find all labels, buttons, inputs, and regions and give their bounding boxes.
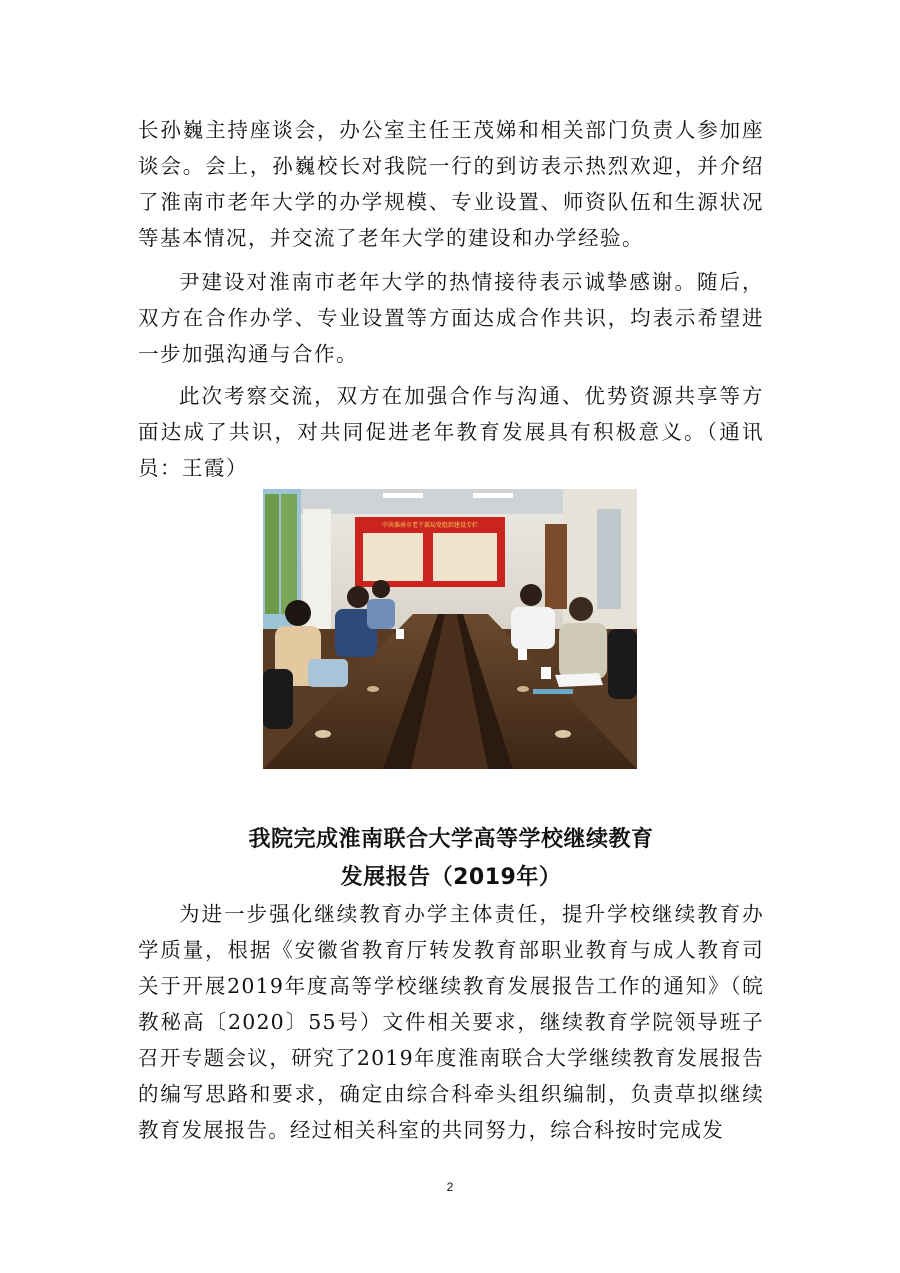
meeting-photo xyxy=(263,489,637,769)
banner-text: 中共淮南市老干部局党组织建设专栏 xyxy=(381,522,479,529)
paragraph-report-body: 为进一步强化继续教育办学主体责任，提升学校继续教育办学质量，根据《安徽省教育厅转发教育部职业教育与成人教育司关于开展2019年度高等学校继续教育发展报告工作的通知》（皖教秘高〔2020〕55号）文件相关要求，继续教育学院领导班子召开专题会议，研究了2019年度淮南联合大学继续教育发展报告的编写思路和要求，确定由综合科牵头组织编制，负责草拟继续教育发展报告。经过相关科室的共同努力，综合科按时完成发 xyxy=(138,902,764,1142)
meeting-photo-illustration xyxy=(263,489,637,769)
article-title-line-2: 发展报告（2019年） xyxy=(340,865,562,890)
paragraph-thanks: 尹建设对淮南市老年大学的热情接待表示诚挚感谢。随后，双方在合作办学、专业设置等方面达成合作共识，均表示希望进一步加强沟通与合作。 xyxy=(138,270,764,366)
page-number: 2 xyxy=(446,1180,454,1194)
article-title-line-1: 我院完成淮南联合大学高等学校继续教育 xyxy=(248,827,654,852)
paragraph-conclusion: 此次考察交流，双方在加强合作与沟通、优势资源共享等方面达成了共识，对共同促进老年教育发展具有积极意义。（通讯员：王霞） xyxy=(138,384,764,480)
paragraph-meeting-intro: 长孙巍主持座谈会，办公室主任王茂娣和相关部门负责人参加座谈会。会上，孙巍校长对我院一行的到访表示热烈欢迎，并介绍了淮南市老年大学的办学规模、专业设置、师资队伍和生源状况等基本情况，并交流了老年大学的建设和办学经验。 xyxy=(138,118,764,250)
